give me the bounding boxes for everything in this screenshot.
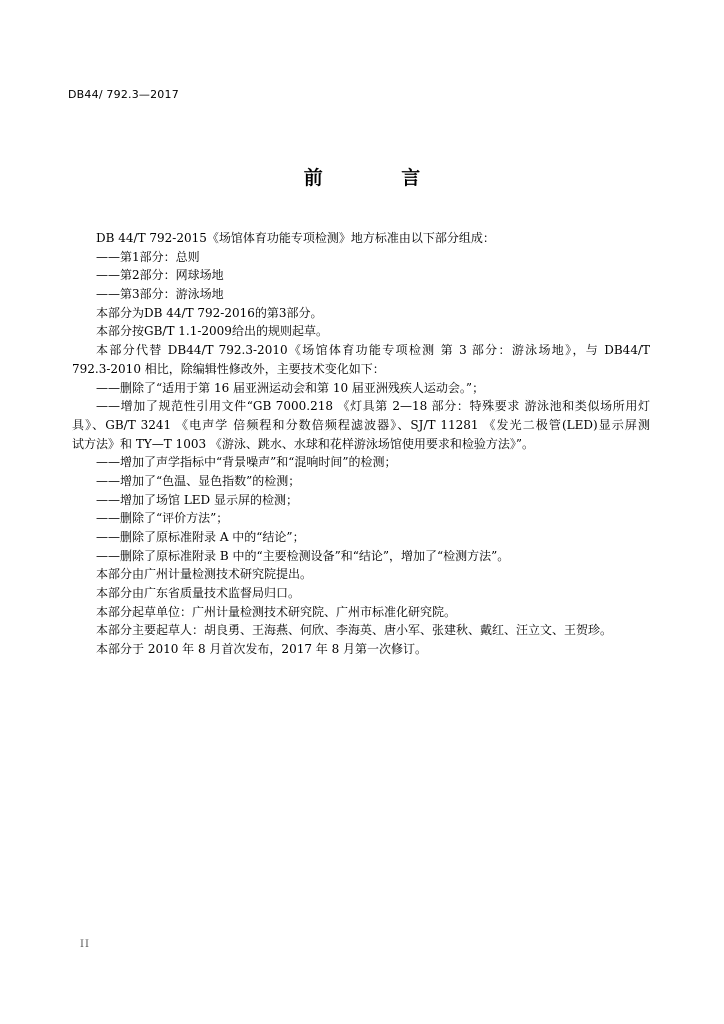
- paragraph-line: ——增加了规范性引用文件“GB 7000.218 《灯具第 2—18 部分：特殊要求 游泳池和类似场所用灯: [96, 399, 650, 414]
- paragraph-line: 本部分按GB/T 1.1-2009给出的规则起草。: [96, 324, 328, 339]
- paragraph-line: ——第3部分：游泳场地: [96, 287, 224, 302]
- page-number: II: [80, 939, 90, 950]
- paragraph-line: ——删除了“适用于第 16 届亚洲运动会和第 10 届亚洲残疾人运动会。”；: [96, 380, 485, 395]
- paragraph-line: 本部分由广东省质量技术监督局归口。: [96, 586, 301, 601]
- paragraph-line: ——第1部分：总则: [96, 249, 200, 264]
- paragraph-line: ——第2部分：网球场地: [96, 268, 224, 283]
- paragraph-line: 本部分主要起草人：胡良勇、王海燕、何欣、李海英、唐小军、张建秋、戴红、汪立文、王贺珍。: [96, 623, 613, 638]
- paragraph-line: 本部分起草单位：广州计量检测技术研究院、广州市标准化研究院。: [96, 604, 457, 619]
- paragraph-line: 本部分为DB 44/T 792-2016的第3部分。: [96, 305, 323, 320]
- paragraph-line: ——增加了场馆 LED 显示屏的检测；: [96, 492, 298, 507]
- paragraph-line: 本部分代替 DB44/T 792.3-2010《场馆体育功能专项检测 第 3 部分：游泳场地》，与 DB44/T: [96, 343, 650, 358]
- paragraph-line: DB 44/T 792-2015《场馆体育功能专项检测》地方标准由以下部分组成：: [96, 231, 495, 245]
- paragraph-line: 具》、GB/T 3241 《电声学 倍频程和分数倍频程滤波器》、SJ/T 11281 《发光二极管(LED)显示屏测: [72, 417, 650, 432]
- paragraph-line: ——增加了声学指标中“背景噪声”和“混响时间”的检测；: [96, 455, 397, 470]
- paragraph-line: ——删除了原标准附录 A 中的“结论”；: [96, 530, 305, 544]
- paragraph-line: 792.3-2010 相比，除编辑性修改外，主要技术变化如下：: [72, 361, 385, 376]
- paragraph-line: ——删除了原标准附录 B 中的“主要检测设备”和“结论”，增加了“检测方法”。: [96, 548, 510, 563]
- paragraph-line: ——删除了“评价方法”；: [96, 511, 229, 526]
- paragraph-line: 试方法》和 TY—T 1003 《游泳、跳水、水球和花样游泳场馆使用要求和检验方法》”。: [72, 436, 535, 451]
- foreword-body: [72, 229, 650, 659]
- paragraph-line: ——增加了“色温、显色指数”的检测；: [96, 473, 301, 488]
- page-title: 前 言: [303, 167, 457, 189]
- document-code-header: DB44/ 792.3—2017: [68, 88, 179, 101]
- paragraph-line: 本部分于 2010 年 8 月首次发布，2017 年 8 月第一次修订。: [96, 642, 428, 657]
- paragraph-line: 本部分由广州计量检测技术研究院提出。: [96, 567, 313, 582]
